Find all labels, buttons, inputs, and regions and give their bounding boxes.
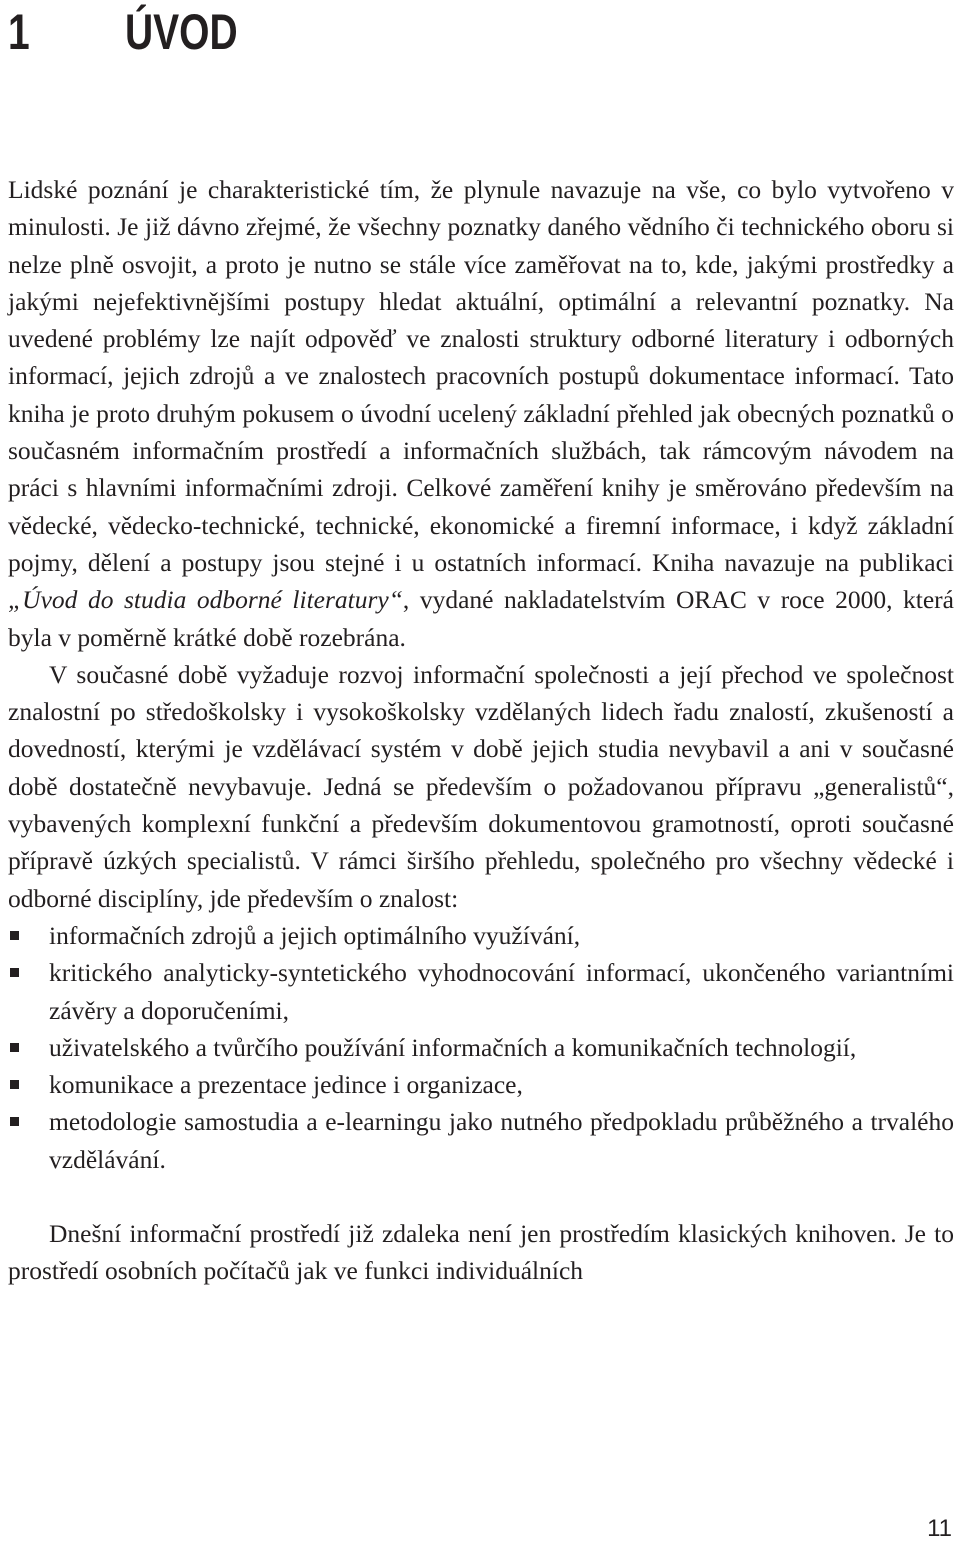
square-bullet-icon [10, 931, 19, 940]
chapter-title: ÚVOD [124, 4, 238, 60]
list-item [8, 954, 954, 1029]
list-item-text: uživatelského a tvůrčího používání informačních a komunikačních technologií, [49, 1032, 857, 1062]
list-item-text: metodologie samostudia a e-learningu jako nutného předpokladu průběžného a trvalého vzdělávání. [49, 1107, 954, 1174]
chapter-heading [8, 4, 238, 60]
square-bullet-icon [10, 1080, 19, 1089]
list-item [8, 1066, 954, 1103]
square-bullet-icon [10, 1117, 19, 1126]
chapter-number: 1 [8, 4, 30, 60]
list-item-text: informačních zdrojů a jejich optimálního využívání, [49, 920, 581, 950]
page-number: 11 [927, 1515, 952, 1542]
paragraph-requirements: V současné době vyžaduje rozvoj informační společnosti a její přechod ve společnost znalostní po středoškolsky i vysokoškolsky vzdělaných lidech řadu znalostí, zkušeností a dovedností, kterými je vzdělávací systém v době jejich studia nevybavil a ani v současné době dostatečně nevybavuje. Jedná se především o požadovanou přípravu „generalistů“, vybavených komplexní funkční a především dokumentovou gramotností, oproti současné přípravě úzkých specialistů. V rámci širšího přehledu, společného pro všechny vědecké i odborné disciplíny, jde především o znalost: [8, 659, 954, 913]
list-item-text: komunikace a prezentace jedince i organizace, [49, 1070, 523, 1100]
list-item [8, 917, 954, 954]
list-item [8, 1029, 954, 1066]
paragraph-intro [8, 171, 954, 656]
knowledge-list [8, 917, 954, 1178]
square-bullet-icon [10, 1043, 19, 1052]
list-item-text: kritického analyticky-syntetického vyhodnocování informací, ukončeného variantními závěry a doporučeními, [49, 958, 954, 1025]
paragraph-intro-text-2: , vydané nakladatelstvím ORAC v roce 2000, která byla v poměrně krátké době rozebrána. [8, 585, 954, 652]
cited-book-title: „Úvod do studia odborné literatury“ [8, 585, 403, 615]
square-bullet-icon [10, 968, 19, 977]
paragraph-spacer [8, 1178, 954, 1215]
list-item [8, 1103, 954, 1178]
paragraph-intro-text-1: Lidské poznání je charakteristické tím, že plynule navazuje na vše, co bylo vytvořeno v minulosti. Je již dávno zřejmé, že všechny poznatky daného vědního či technického oboru si nelze plně osvojit, a proto je nutno se stále více zaměřovat na to, kde, jakými prostředky a jakými nejefektivnějšími postupy hledat aktuální, optimální a relevantní poznatky. Na uvedené problémy lze najít odpověď ve znalosti struktury odborné literatury i odborných informací, jejich zdrojů a ve znalostech pracovních postupů dokumentace informací. Tato kniha je proto druhým pokusem o úvodní ucelený základní přehled jak obecných poznatků o současném informačním prostředí a informačních službách, tak rámcovým návodem na práci s hlavními informačními zdroji. Celkové zaměření knihy je směrováno především na vědecké, vědecko-technické, technické, ekonomické a firemní informace, i když základní pojmy, dělení a postupy jsou stejné i u ostatních informací. Kniha navazuje na publikaci [8, 175, 954, 577]
paragraph-environment: Dnešní informační prostředí již zdaleka není jen prostředím klasických knihoven. Je to prostředí osobních počítačů jak ve funkci individuálních [8, 1219, 954, 1286]
body-text [8, 171, 954, 1290]
